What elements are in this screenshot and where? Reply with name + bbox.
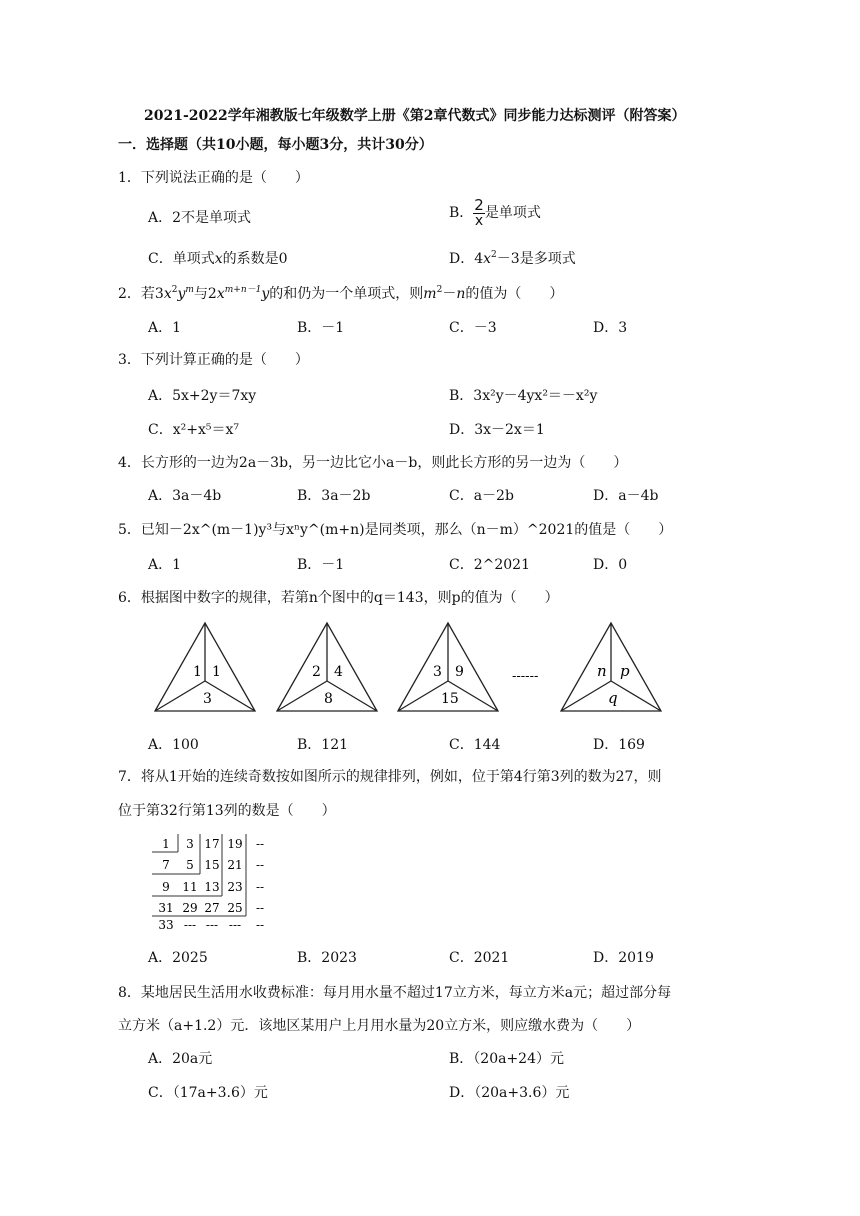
var: x bbox=[214, 251, 223, 267]
question-3-option-b: B．3x²y－4yx²＝－x²y bbox=[449, 388, 598, 404]
question-1-option-a: A．2不是单项式 bbox=[148, 210, 252, 226]
grid-cell: -- bbox=[255, 901, 265, 915]
grid-cell: -- bbox=[255, 880, 265, 894]
question-6-option-a: A．100 bbox=[148, 737, 199, 753]
odd-number-grid-figure bbox=[150, 832, 280, 932]
question-1-option-c bbox=[148, 248, 288, 268]
triangle-2-right-number: 4 bbox=[334, 664, 343, 680]
grid-cell: 19 bbox=[227, 837, 243, 851]
text: 2．若3 bbox=[118, 286, 164, 302]
question-8-option-c: C．（17a+3.6）元 bbox=[148, 1085, 268, 1101]
question-7-stem-line-1: 7．将从1开始的连续奇数按如图所示的规律排列，例如，位于第4行第3列的数为27，则 bbox=[118, 769, 662, 785]
question-3-option-c: C．x²+x⁵＝x⁷ bbox=[148, 422, 239, 438]
var: m bbox=[423, 286, 437, 302]
grid-cell: 15 bbox=[204, 858, 220, 872]
exponent: 2 bbox=[436, 285, 443, 295]
ellipsis-dots: ------ bbox=[512, 669, 539, 684]
grid-cell: 33 bbox=[158, 918, 174, 932]
exponent bbox=[225, 285, 262, 295]
question-7-option-a: A．2025 bbox=[148, 950, 208, 966]
question-7-option-d: D．2019 bbox=[593, 950, 654, 966]
triangle-1-bottom-number: 3 bbox=[203, 691, 212, 707]
option-b-prefix: B． bbox=[449, 205, 474, 221]
question-2-option-a: A．1 bbox=[148, 320, 182, 336]
grid-cell: 3 bbox=[186, 837, 194, 851]
grid-cell: 9 bbox=[162, 880, 170, 894]
triangle-3-right-number: 9 bbox=[455, 664, 464, 680]
question-5-option-c: C．2^2021 bbox=[449, 557, 530, 573]
question-3-option-d: D．3x－2x＝1 bbox=[449, 422, 545, 438]
question-1-stem: 1．下列说法正确的是（ ） bbox=[118, 170, 309, 186]
var: y bbox=[261, 286, 270, 302]
grid-cell: 13 bbox=[204, 880, 220, 894]
triangle-n-left-label: n bbox=[597, 662, 607, 680]
grid-cell: 31 bbox=[158, 901, 174, 915]
var: x bbox=[483, 251, 492, 267]
question-2-option-c: C．－3 bbox=[449, 320, 497, 336]
option-b-suffix: 是单项式 bbox=[484, 205, 541, 221]
triangle-2-bottom-number: 8 bbox=[324, 691, 333, 707]
var: x bbox=[163, 286, 172, 302]
text: 的值为（ ） bbox=[465, 286, 564, 302]
option-d-suffix: －3是多项式 bbox=[496, 251, 576, 267]
grid-cell: 1 bbox=[162, 837, 170, 851]
var: n bbox=[456, 286, 466, 302]
exponent bbox=[185, 285, 194, 295]
question-7-stem-line-2: 位于第32行第13列的数是（ ） bbox=[118, 803, 336, 819]
text: 的和仍为一个单项式，则 bbox=[269, 286, 424, 302]
triangle-1-right-number: 1 bbox=[212, 664, 221, 680]
grid-cell: 7 bbox=[162, 858, 170, 872]
question-4-option-b: B．3a－2b bbox=[297, 488, 371, 504]
fraction-numerator: 2 bbox=[474, 196, 484, 214]
exponent: 2 bbox=[171, 285, 178, 295]
grid-cell: -- bbox=[255, 837, 265, 851]
question-6-option-b: B．121 bbox=[297, 737, 349, 753]
var: y bbox=[177, 286, 186, 302]
question-8-option-b: B．（20a+24）元 bbox=[449, 1051, 564, 1067]
question-8-option-a: A．20a元 bbox=[148, 1051, 213, 1067]
grid-cell: 29 bbox=[182, 901, 198, 915]
grid-cell: 25 bbox=[227, 901, 243, 915]
var: x bbox=[216, 286, 225, 302]
var: m bbox=[185, 285, 194, 295]
question-4-option-c: C．a－2b bbox=[449, 488, 514, 504]
question-4-stem: 4．长方形的一边为2a－3b，另一边比它小a－b，则此长方形的另一边为（ ） bbox=[118, 455, 628, 471]
question-6-option-c: C．144 bbox=[449, 737, 501, 753]
triangle-pattern-figure bbox=[150, 618, 690, 718]
document-title: 2021-2022学年湘教版七年级数学上册《第2章代数式》同步能力达标测评（附答案） bbox=[144, 108, 686, 124]
triangle-n-right-label: p bbox=[620, 662, 630, 680]
triangle-3-left-number: 3 bbox=[433, 664, 442, 680]
question-3-stem: 3．下列计算正确的是（ ） bbox=[118, 352, 309, 368]
grid-cell: 17 bbox=[204, 837, 220, 851]
grid-cell: --- bbox=[205, 918, 219, 932]
text: 与2 bbox=[193, 286, 217, 302]
question-1-option-b bbox=[449, 198, 541, 228]
question-3-option-a: A．5x+2y＝7xy bbox=[148, 388, 257, 404]
fraction bbox=[473, 198, 485, 228]
question-5-option-b: B．－1 bbox=[297, 557, 345, 573]
grid-cell: 21 bbox=[227, 858, 243, 872]
question-8-stem-line-1: 8．某地居民生活用水收费标准：每月用水量不超过17立方米，每立方米a元；超过部分每 bbox=[118, 985, 672, 1001]
question-2-option-d: D．3 bbox=[593, 320, 628, 336]
section-heading: 一．选择题（共10小题，每小题3分，共计30分） bbox=[118, 137, 433, 153]
grid-cell: 23 bbox=[227, 880, 243, 894]
triangle-3-bottom-number: 15 bbox=[441, 691, 459, 707]
option-d-prefix: D．4 bbox=[449, 251, 484, 267]
var: m+n－1 bbox=[224, 285, 262, 295]
question-2-option-b: B．－1 bbox=[297, 320, 345, 336]
triangle-2-left-number: 2 bbox=[312, 664, 321, 680]
question-7-option-b: B．2023 bbox=[297, 950, 357, 966]
question-5-option-d: D．0 bbox=[593, 557, 628, 573]
grid-cell: --- bbox=[228, 918, 242, 932]
option-c-suffix: 的系数是0 bbox=[222, 251, 288, 267]
grid-cell: -- bbox=[255, 858, 265, 872]
exponent: 2 bbox=[491, 250, 497, 260]
fraction-denominator: x bbox=[474, 213, 484, 229]
triangle-1-left-number: 1 bbox=[193, 664, 202, 680]
question-1-option-d bbox=[449, 248, 576, 268]
question-2-stem bbox=[118, 283, 563, 303]
question-5-stem: 5．已知－2x^(m－1)y³与xⁿy^(m+n)是同类项，那么（n－m）^2021的值是（ ） bbox=[118, 522, 673, 538]
question-8-option-d: D．（20a+3.6）元 bbox=[449, 1085, 570, 1101]
question-8-stem-line-2: 立方米（a+1.2）元．该地区某用户上月用水量为20立方米，则应缴水费为（ ） bbox=[118, 1018, 641, 1034]
question-7-option-c: C．2021 bbox=[449, 950, 510, 966]
question-4-option-d: D．a－4b bbox=[593, 488, 659, 504]
question-5-option-a: A．1 bbox=[148, 557, 182, 573]
question-4-option-a: A．3a－4b bbox=[148, 488, 222, 504]
grid-cell: 27 bbox=[204, 901, 220, 915]
grid-cell: -- bbox=[255, 918, 265, 932]
question-6-option-d: D．169 bbox=[593, 737, 645, 753]
grid-cell: 11 bbox=[182, 880, 198, 894]
triangle-n-bottom-label: q bbox=[608, 689, 618, 707]
option-c-prefix: C．单项式 bbox=[148, 251, 215, 267]
text: － bbox=[442, 286, 457, 302]
grid-cell: 5 bbox=[186, 858, 194, 872]
grid-cell: --- bbox=[183, 918, 197, 932]
question-6-stem: 6．根据图中数字的规律，若第n个图中的q＝143，则p的值为（ ） bbox=[118, 590, 559, 606]
